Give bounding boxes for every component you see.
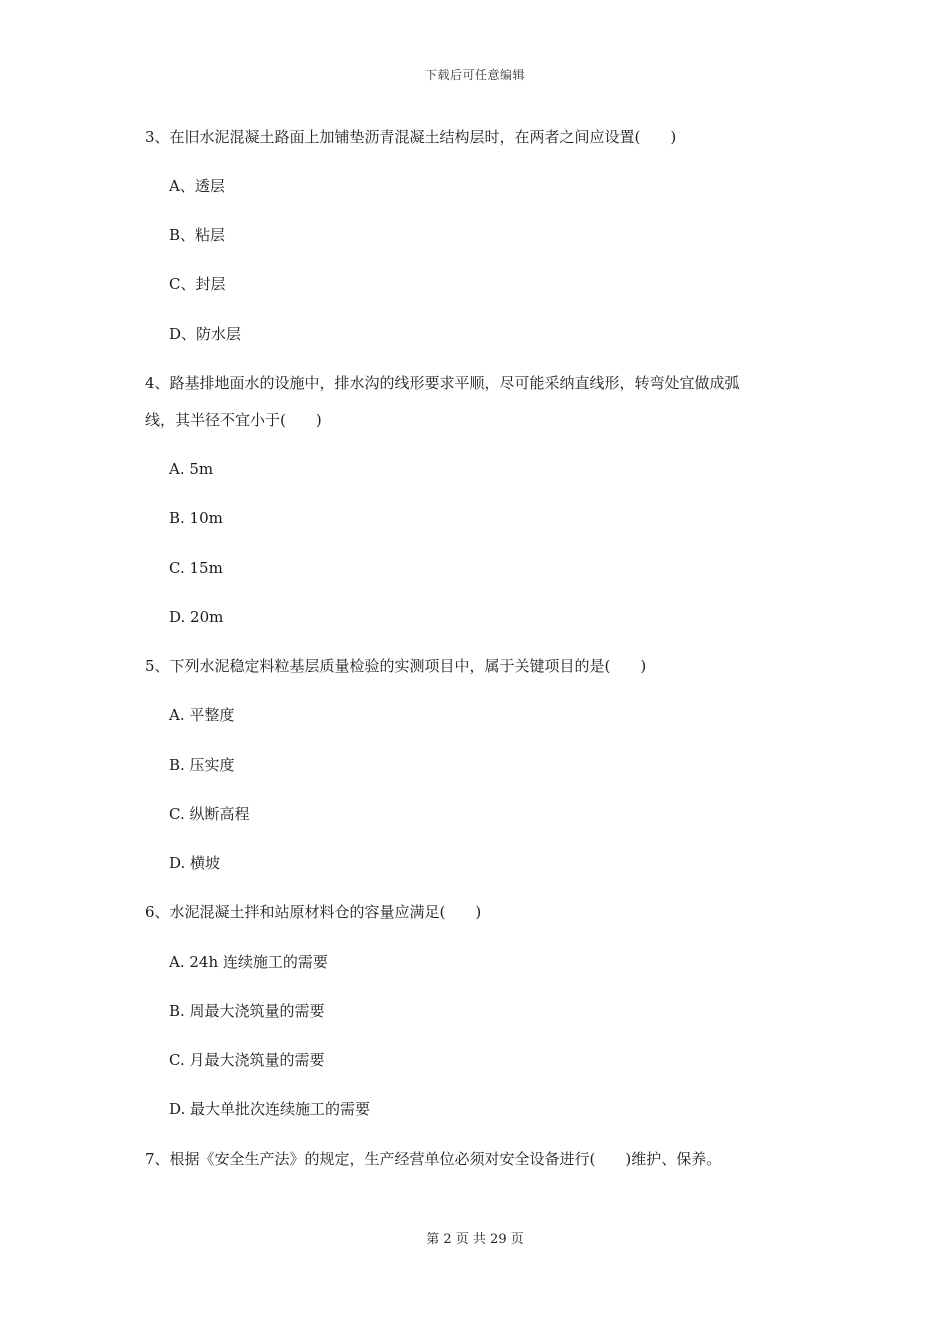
question-4-option-b: B. 10m xyxy=(169,509,223,527)
question-6-stem: 6、水泥混凝土拌和站原材料仓的容量应满足( ) xyxy=(145,903,482,921)
question-4-stem-line-1: 4、路基排地面水的设施中，排水沟的线形要求平顺，尽可能采纳直线形，转弯处宜做成弧 xyxy=(145,374,740,392)
page-header: 下载后可任意编辑 xyxy=(424,68,525,82)
question-3-option-b: B、粘层 xyxy=(169,226,226,244)
page-footer: 第 2 页 共 29 页 xyxy=(426,1232,524,1247)
question-3-option-a: A、透层 xyxy=(169,177,225,195)
question-5-option-d: D. 横坡 xyxy=(169,854,221,872)
question-3-stem: 3、在旧水泥混凝土路面上加铺垫沥青混凝土结构层时，在两者之间应设置( ) xyxy=(145,128,677,146)
question-4-option-d: D. 20m xyxy=(169,608,224,626)
question-7-stem: 7、根据《安全生产法》的规定，生产经营单位必须对安全设备进行( )维护、保养。 xyxy=(145,1150,722,1168)
question-4-option-c: C. 15m xyxy=(169,559,223,577)
question-3-option-d: D、防水层 xyxy=(169,325,242,343)
question-5-option-c: C. 纵断高程 xyxy=(169,805,250,823)
question-5-option-a: A. 平整度 xyxy=(169,706,235,724)
question-4-stem-line-2: 线，其半径不宜小于( ) xyxy=(145,411,322,429)
question-4-option-a: A. 5m xyxy=(169,460,214,478)
question-6-option-c: C. 月最大浇筑量的需要 xyxy=(169,1051,325,1069)
question-5-stem: 5、下列水泥稳定料粒基层质量检验的实测项目中，属于关键项目的是( ) xyxy=(145,657,647,675)
question-6-option-a: A. 24h 连续施工的需要 xyxy=(169,953,328,971)
question-6-option-d: D. 最大单批次连续施工的需要 xyxy=(169,1100,371,1118)
question-5-option-b: B. 压实度 xyxy=(169,756,235,774)
question-3-option-c: C、封层 xyxy=(169,275,226,293)
question-6-option-b: B. 周最大浇筑量的需要 xyxy=(169,1002,325,1020)
